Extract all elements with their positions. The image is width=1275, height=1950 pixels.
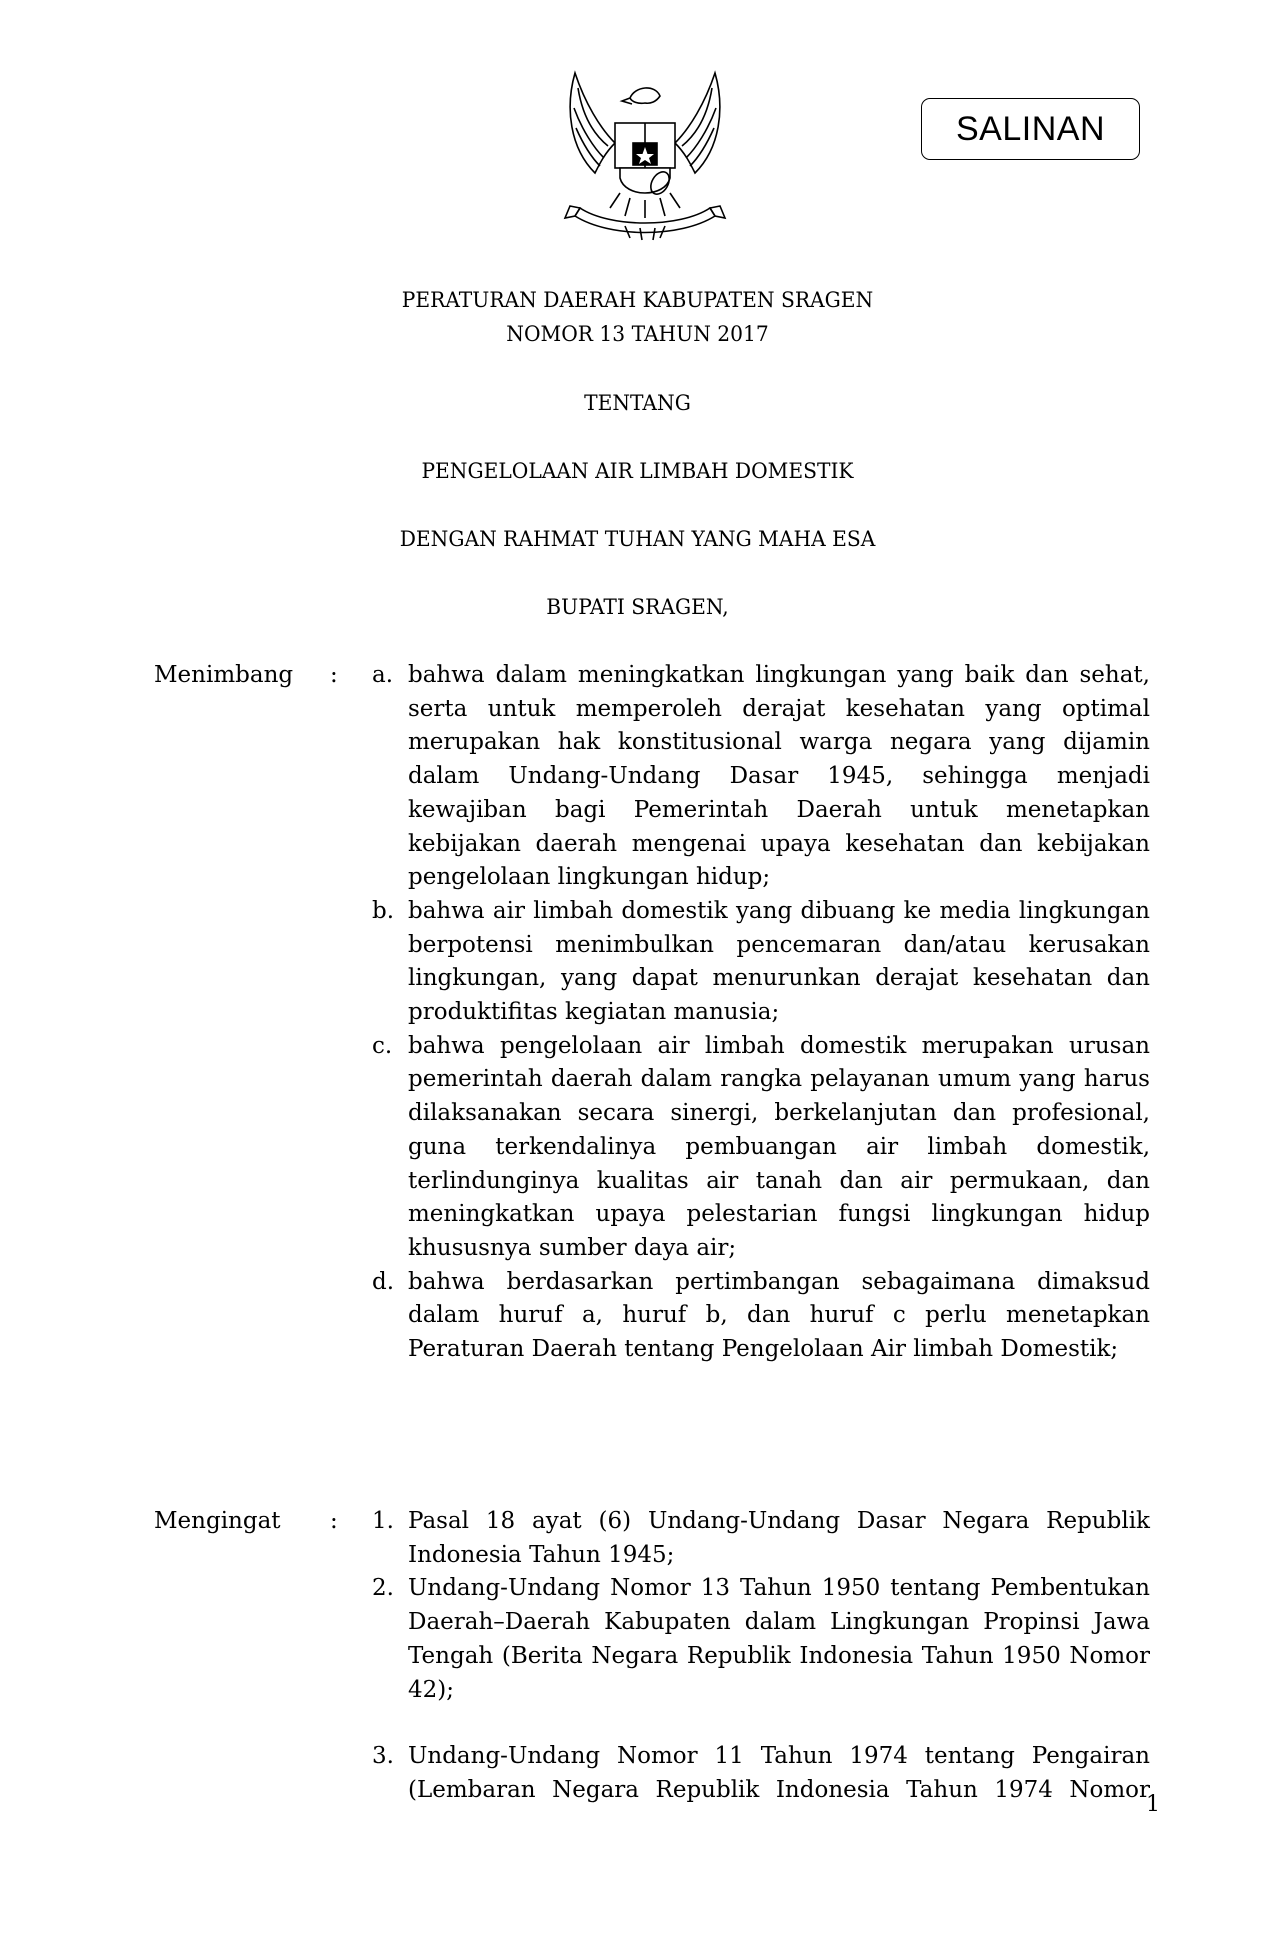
- mengingat-colon: :: [330, 1508, 338, 1534]
- title-about: TENTANG: [584, 391, 691, 416]
- item-marker: 2.: [372, 1575, 394, 1602]
- menimbang-item: [154, 895, 1150, 1030]
- invocation: DENGAN RAHMAT TUHAN YANG MAHA ESA: [399, 527, 876, 552]
- mengingat-item: [154, 1572, 1150, 1707]
- item-marker: 1.: [372, 1508, 394, 1534]
- garuda-emblem-icon: [560, 68, 730, 243]
- item-marker: d.: [372, 1268, 395, 1295]
- item-text: bahwa pengelolaan air limbah domestik merupakan urusan pemerintah daerah dalam rangka pelayanan umum yang harus dilaksanakan secara sinergi, berkelanjutan dan profesional, guna terkendalinya pembuangan air limbah domestik, terlindunginya kualitas air tanah dan air permukaan, dan meningkatkan upaya pelestarian fungsi lingkungan hidup khususnya sumber daya air;: [408, 1032, 1150, 1261]
- item-text: Undang-Undang Nomor 11 Tahun 1974 tentang Pengairan (Lembaran Negara Republik Indonesia Tahun 1974 Nomor: [408, 1743, 1150, 1803]
- item-marker: 3.: [372, 1743, 394, 1770]
- mengingat-section: [154, 1505, 1150, 1808]
- mengingat-item: [154, 1740, 1150, 1807]
- item-text: bahwa berdasarkan pertimbangan sebagaimana dimaksud dalam huruf a, huruf b, dan huruf c perlu menetapkan Peraturan Daerah tentang Pengelolaan Air limbah Domestik;: [408, 1268, 1150, 1363]
- item-marker: a.: [372, 662, 394, 688]
- title-line-1: PERATURAN DAERAH KABUPATEN SRAGEN: [401, 288, 874, 313]
- mengingat-label: Mengingat: [154, 1508, 281, 1534]
- menimbang-item: [154, 659, 1150, 895]
- mengingat-item: [154, 1505, 1150, 1572]
- item-text: Undang-Undang Nomor 13 Tahun 1950 tentang Pembentukan Daerah–Daerah Kabupaten dalam Lingkungan Propinsi Jawa Tengah (Berita Negara Republik Indonesia Tahun 1950 Nomor 42);: [408, 1575, 1150, 1703]
- authority: BUPATI SRAGEN,: [546, 595, 729, 620]
- salinan-stamp: SALINAN: [921, 98, 1140, 160]
- menimbang-section: [154, 659, 1150, 1367]
- page-number: 1: [1146, 1792, 1160, 1817]
- title-line-2: NOMOR 13 TAHUN 2017: [506, 322, 769, 347]
- title-subject: PENGELOLAAN AIR LIMBAH DOMESTIK: [421, 459, 854, 484]
- menimbang-label: Menimbang: [154, 662, 294, 688]
- menimbang-item: [154, 1030, 1150, 1266]
- item-text: bahwa air limbah domestik yang dibuang ke media lingkungan berpotensi menimbulkan pencemaran dan/atau kerusakan lingkungan, yang dapat menurunkan derajat kesehatan dan produktifitas kegiatan manusia;: [408, 897, 1150, 1026]
- menimbang-colon: :: [330, 662, 338, 688]
- item-text: bahwa dalam meningkatkan lingkungan yang baik dan sehat, serta untuk memperoleh derajat kesehatan yang optimal merupakan hak konstitusional warga negara yang dijamin dalam Undang-Undang Dasar 1945, sehingga menjadi kewajiban bagi Pemerintah Daerah untuk menetapkan kebijakan daerah mengenai upaya kesehatan dan kebijakan pengelolaan lingkungan hidup;: [408, 662, 1150, 891]
- menimbang-item: [154, 1266, 1150, 1367]
- item-text: Pasal 18 ayat (6) Undang-Undang Dasar Negara Republik Indonesia Tahun 1945;: [408, 1508, 1150, 1568]
- item-marker: b.: [372, 897, 395, 924]
- item-marker: c.: [372, 1032, 393, 1059]
